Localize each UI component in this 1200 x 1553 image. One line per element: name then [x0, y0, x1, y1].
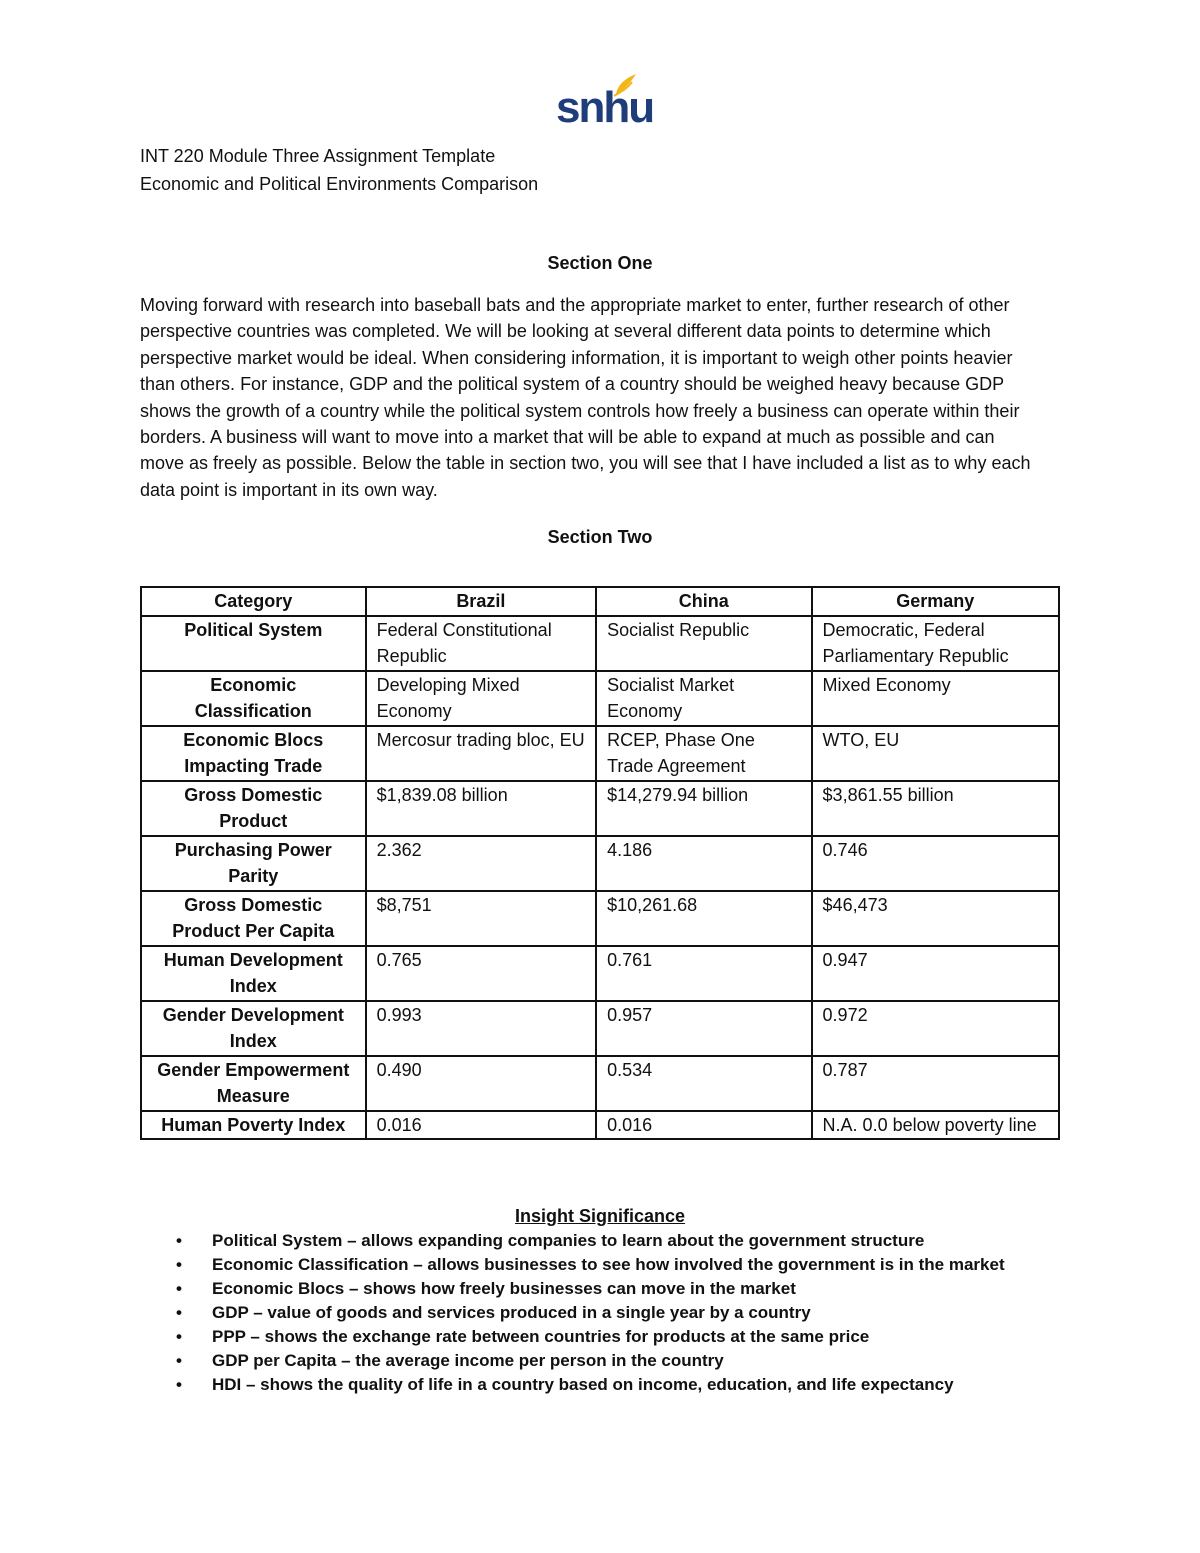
- list-item: [140, 1229, 1005, 1253]
- cell-brazil: $8,751: [366, 891, 596, 946]
- cell-china: 0.761: [596, 946, 811, 1001]
- document-course-title: INT 220 Module Three Assignment Template: [140, 146, 496, 166]
- list-item-text: Economic Blocs – shows how freely businesses can move in the market: [212, 1279, 796, 1298]
- list-item: [140, 1277, 1005, 1301]
- cell-germany: 0.947: [812, 946, 1059, 1001]
- list-item: [140, 1325, 1005, 1349]
- cell-germany: WTO, EU: [812, 726, 1059, 781]
- cell-china: 4.186: [596, 836, 811, 891]
- cell-china: Socialist Market Economy: [596, 671, 811, 726]
- table-row: [141, 726, 1059, 781]
- bullet-icon: •: [176, 1375, 182, 1394]
- cell-brazil: 0.490: [366, 1056, 596, 1111]
- cell-china: $14,279.94 billion: [596, 781, 811, 836]
- cell-brazil: Developing Mixed Economy: [366, 671, 596, 726]
- cell-china: 0.534: [596, 1056, 811, 1111]
- cell-germany: 0.746: [812, 836, 1059, 891]
- cell-china: RCEP, Phase One Trade Agreement: [596, 726, 811, 781]
- bullet-icon: •: [176, 1231, 182, 1250]
- table-row: [141, 836, 1059, 891]
- table-row: [141, 1111, 1059, 1140]
- insight-significance-heading: Insight Significance: [514, 1206, 686, 1226]
- table-row: [141, 671, 1059, 726]
- table-row: [141, 946, 1059, 1001]
- cell-brazil: Mercosur trading bloc, EU: [366, 726, 596, 781]
- row-category: Gross Domestic Product: [141, 781, 366, 836]
- cell-germany: 0.972: [812, 1001, 1059, 1056]
- header-brazil: Brazil: [366, 587, 596, 616]
- cell-germany: $3,861.55 billion: [812, 781, 1059, 836]
- bullet-icon: •: [176, 1279, 182, 1298]
- comparison-table: [140, 586, 1060, 1140]
- cell-germany: Democratic, Federal Parliamentary Republic: [812, 616, 1059, 671]
- list-item: [140, 1301, 1005, 1325]
- cell-brazil: 2.362: [366, 836, 596, 891]
- header-category: Category: [141, 587, 366, 616]
- snhu-logo-text: snhu: [556, 83, 654, 132]
- row-category: Human Poverty Index: [141, 1111, 366, 1140]
- bullet-icon: •: [176, 1327, 182, 1346]
- document-subtitle: Economic and Political Environments Comparison: [140, 174, 539, 194]
- section-two-heading: Section Two: [547, 527, 653, 547]
- row-category: Economic Blocs Impacting Trade: [141, 726, 366, 781]
- flame-leaf-icon: [612, 72, 638, 98]
- cell-china: 0.957: [596, 1001, 811, 1056]
- row-category: Gross Domestic Product Per Capita: [141, 891, 366, 946]
- row-category: Economic Classification: [141, 671, 366, 726]
- list-item-text: Economic Classification – allows businesses to see how involved the government is in the market: [212, 1255, 1005, 1274]
- table-row: [141, 891, 1059, 946]
- bullet-icon: •: [176, 1255, 182, 1274]
- list-item-text: PPP – shows the exchange rate between countries for products at the same price: [212, 1327, 870, 1346]
- table-header-row: [141, 587, 1059, 616]
- list-item-text: Political System – allows expanding companies to learn about the government structure: [212, 1231, 925, 1250]
- cell-brazil: 0.993: [366, 1001, 596, 1056]
- bullet-icon: •: [176, 1351, 182, 1370]
- cell-germany: Mixed Economy: [812, 671, 1059, 726]
- cell-germany: 0.787: [812, 1056, 1059, 1111]
- row-category: Gender Development Index: [141, 1001, 366, 1056]
- row-category: Gender Empowerment Measure: [141, 1056, 366, 1111]
- row-category: Political System: [141, 616, 366, 671]
- bullet-icon: •: [176, 1303, 182, 1322]
- header-china: China: [596, 587, 811, 616]
- row-category: Human Development Index: [141, 946, 366, 1001]
- cell-brazil: 0.765: [366, 946, 596, 1001]
- table-row: [141, 616, 1059, 671]
- cell-china: Socialist Republic: [596, 616, 811, 671]
- table-row: [141, 1001, 1059, 1056]
- list-item-text: GDP – value of goods and services produced in a single year by a country: [212, 1303, 811, 1322]
- list-item: [140, 1373, 1005, 1397]
- row-category: Purchasing Power Parity: [141, 836, 366, 891]
- table-row: [141, 1056, 1059, 1111]
- table-row: [141, 781, 1059, 836]
- cell-brazil: Federal Constitutional Republic: [366, 616, 596, 671]
- insight-list: [140, 1229, 1005, 1397]
- cell-brazil: $1,839.08 billion: [366, 781, 596, 836]
- cell-china: 0.016: [596, 1111, 811, 1140]
- section-one-body: Moving forward with research into baseball bats and the appropriate market to enter, further research of other perspective countries was completed. We will be looking at several different data points to determine which perspective market would be ideal. When considering information, it is important to weigh other points heavier than others. For instance, GDP and the political system of a country should be weighed heavy because GDP shows the growth of a country while the political system controls how freely a business can operate within their borders. A business will want to move into a market that will be able to expand at much as possible and can move as freely as possible. Below the table in section two, you will see that I have included a list as to why each data point is important in its own way.: [140, 295, 1031, 500]
- list-item: [140, 1253, 1005, 1277]
- cell-germany: $46,473: [812, 891, 1059, 946]
- list-item-text: GDP per Capita – the average income per person in the country: [212, 1351, 724, 1370]
- header-germany: Germany: [812, 587, 1059, 616]
- list-item-text: HDI – shows the quality of life in a country based on income, education, and life expectancy: [212, 1375, 954, 1394]
- cell-brazil: 0.016: [366, 1111, 596, 1140]
- list-item: [140, 1349, 1005, 1373]
- snhu-logo: [556, 72, 654, 134]
- section-one-heading: Section One: [547, 253, 653, 273]
- cell-china: $10,261.68: [596, 891, 811, 946]
- cell-germany: N.A. 0.0 below poverty line: [812, 1111, 1059, 1140]
